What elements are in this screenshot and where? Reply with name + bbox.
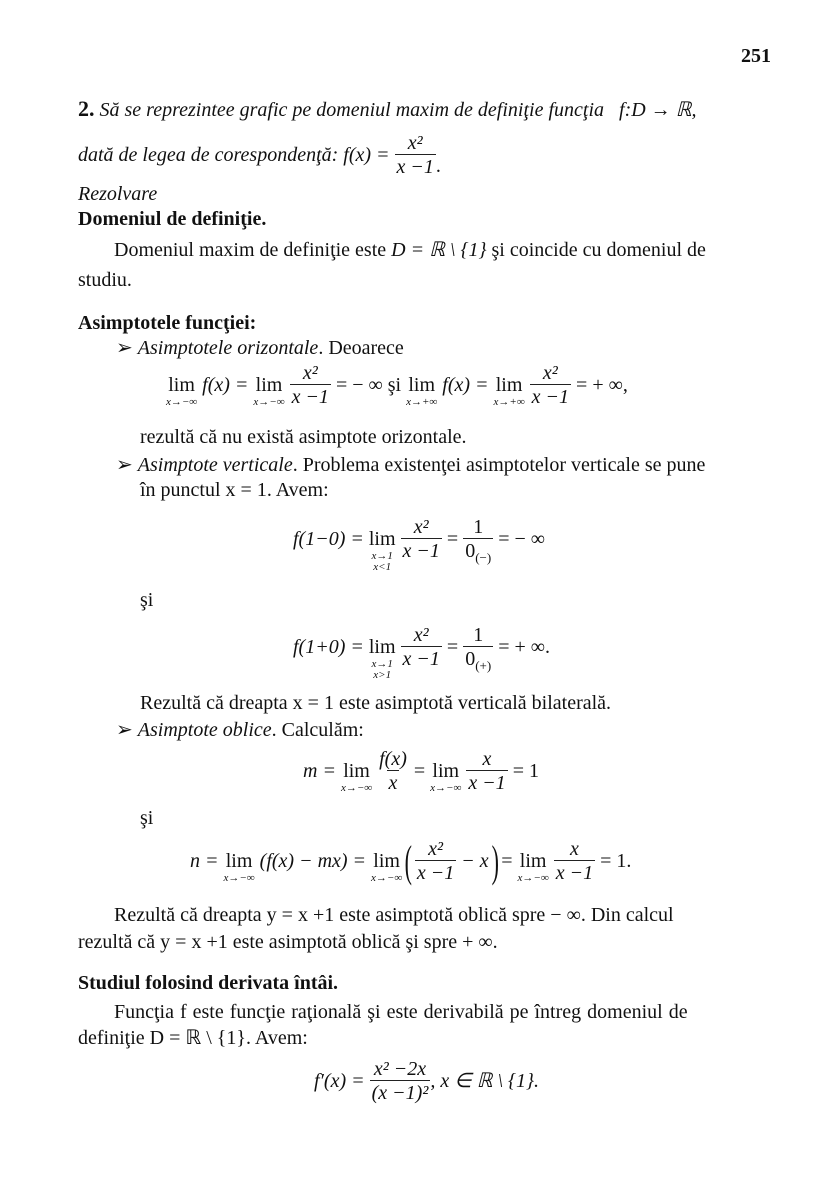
limit: [166, 363, 197, 408]
limit: [369, 614, 396, 681]
denominator: x −1: [555, 862, 594, 884]
limit-sub: x→−∞: [340, 782, 373, 794]
result: = + ∞,: [576, 374, 628, 396]
sign: (−): [475, 550, 492, 565]
problem-statement-line1: [78, 97, 697, 122]
fraction: [415, 838, 456, 885]
denominator: x −1: [402, 540, 440, 562]
lim: lim: [495, 374, 523, 396]
limit: [224, 839, 255, 884]
numerator: x² −2x: [373, 1058, 427, 1080]
subheading: Asimptote verticale: [137, 454, 293, 476]
lhs: f′(x) =: [314, 1070, 365, 1092]
fraction: [401, 516, 442, 563]
numerator: 1: [473, 624, 484, 646]
derivative-heading: Studiul folosind derivata întâi.: [78, 972, 339, 994]
term: − x: [461, 850, 489, 872]
sign: (+): [475, 658, 492, 673]
fx: f(x) =: [442, 374, 489, 396]
result: = − ∞: [335, 374, 383, 396]
left-limit-equation: [293, 506, 545, 573]
limit-sub: x→1: [371, 550, 393, 562]
arrow-bullet-icon: ➢: [116, 454, 133, 476]
vertical-line2: în punctul x = 1. Avem:: [140, 479, 329, 501]
fraction: [370, 1058, 431, 1105]
equals: =: [446, 528, 459, 550]
limit: [518, 839, 549, 884]
fraction: [463, 516, 493, 563]
function-lhs: f(x) =: [343, 144, 390, 166]
fraction: [377, 748, 409, 795]
fraction: [290, 362, 331, 409]
lim: lim: [168, 374, 195, 396]
intercept-equation: [190, 838, 631, 885]
denominator: x −1: [396, 156, 434, 178]
and: şi: [387, 374, 402, 396]
horizontal-asymptotes-bullet: [116, 336, 404, 360]
domain-paragraph-end: studiu.: [78, 269, 132, 291]
vertical-conclusion: Rezultă că dreapta x = 1 este asimptotă verticală bilaterală.: [140, 692, 612, 714]
and-label: şi: [140, 589, 154, 611]
limit: [430, 749, 461, 794]
lhs: f(1−0) =: [293, 528, 364, 550]
domain: , x ∈ ℝ \ {1}.: [430, 1070, 540, 1092]
lhs: m =: [303, 760, 336, 782]
horizontal-limits-equation: [166, 362, 628, 409]
derivative-equation: [314, 1058, 539, 1105]
lim: lim: [373, 850, 400, 872]
derivative-paragraph-1: Funcţia f este funcţie raţională şi este derivabilă pe întreg domeniul de: [114, 1001, 688, 1023]
fx: f(x) =: [202, 374, 249, 396]
numerator: x: [482, 748, 492, 770]
rezolvare-label: Rezolvare: [78, 183, 158, 205]
lim: lim: [255, 374, 283, 396]
denominator: x: [388, 772, 398, 794]
derivative-paragraph-2: definiţie D = ℝ \ {1}. Avem:: [78, 1027, 308, 1049]
lhs: n =: [190, 850, 219, 872]
equals: =: [413, 760, 426, 782]
text: şi coincide cu domeniul de: [491, 239, 706, 261]
limit: [371, 839, 402, 884]
limit: [369, 506, 396, 573]
fraction: [401, 624, 442, 671]
lim: lim: [368, 636, 396, 658]
domain-set: D = ℝ \ {1}: [391, 239, 487, 261]
and-label: şi: [140, 807, 154, 829]
numerator: x²: [413, 516, 429, 538]
problem-number: 2.: [78, 96, 95, 121]
domain-paragraph: [114, 238, 706, 262]
oblique-conclusion-1: Rezultă că dreapta y = x +1 este asimptotă oblică spre − ∞. Din calcul: [114, 904, 674, 926]
lim: lim: [225, 850, 253, 872]
right-limit-equation: [293, 614, 550, 681]
text: . Problema existenţei asimptotelor verticale se pune: [292, 454, 706, 476]
numerator: 1: [473, 516, 484, 538]
fraction: [554, 838, 595, 885]
text: . Deoarece: [318, 337, 404, 359]
zero: 0: [465, 540, 476, 562]
equals: =: [501, 850, 513, 872]
limit-sub: x>1: [373, 669, 392, 681]
limit-sub: x→−∞: [517, 872, 549, 884]
denominator: x −1: [402, 648, 440, 670]
limit-sub: x→+∞: [493, 396, 525, 408]
limit-sub: x→−∞: [223, 872, 255, 884]
result: = + ∞.: [498, 636, 551, 658]
lim: lim: [408, 374, 436, 396]
numerator: x²: [428, 838, 443, 860]
equals: =: [446, 636, 459, 658]
arrow-bullet-icon: ➢: [116, 719, 133, 741]
denominator: x −1: [416, 862, 455, 884]
subheading: Asimptotele orizontale: [137, 337, 319, 359]
page-number: 251: [741, 45, 771, 67]
oblique-asymptotes-bullet: [116, 718, 364, 742]
result: = − ∞: [498, 528, 546, 550]
oblique-conclusion-2: rezultă că y = x +1 este asimptotă oblică şi spre + ∞.: [78, 931, 498, 953]
text: . Calculăm:: [271, 719, 364, 741]
denominator: (x −1)²: [371, 1082, 429, 1104]
result: = 1.: [600, 850, 632, 872]
numerator: x²: [542, 362, 558, 384]
denominator: x −1: [468, 772, 506, 794]
limit-sub: x→−∞: [430, 782, 462, 794]
subheading: Asimptote oblice: [137, 719, 272, 741]
limit: [341, 749, 372, 794]
lhs: f(1+0) =: [293, 636, 364, 658]
numerator: f(x): [379, 748, 407, 770]
horizontal-conclusion: rezultă că nu există asimptote orizontale.: [140, 426, 467, 448]
limit-sub: x<1: [373, 561, 392, 573]
function-signature: f:D → ℝ,: [619, 99, 697, 121]
problem-text: dată de legea de corespondenţă:: [78, 144, 339, 166]
limit-sub: x→−∞: [253, 396, 285, 408]
fraction: [463, 624, 493, 671]
limit-sub: x→+∞: [406, 396, 438, 408]
limit-sub: x→1: [371, 658, 393, 670]
lim: lim: [343, 760, 370, 782]
zero: 0: [465, 648, 476, 670]
domain-heading: Domeniul de definiţie.: [78, 208, 267, 230]
problem-text: Să se reprezintee grafic pe domeniul maxim de definiţie funcţia: [99, 99, 605, 121]
function-fraction: [395, 132, 436, 179]
expression: (f(x) − mx) =: [259, 850, 367, 872]
text: Domeniul maxim de definiţie este: [114, 239, 387, 261]
right-paren: ): [491, 837, 499, 886]
slope-equation: [303, 748, 539, 795]
result: = 1: [512, 760, 539, 782]
limit-sub: x→−∞: [371, 872, 403, 884]
numerator: x²: [413, 624, 429, 646]
limit: [494, 363, 525, 408]
denominator: x −1: [531, 386, 570, 408]
limit: [406, 363, 437, 408]
denominator: x −1: [291, 386, 329, 408]
asymptotes-heading: Asimptotele funcţiei:: [78, 312, 257, 334]
limit-sub: x→−∞: [166, 396, 198, 408]
arrow-bullet-icon: ➢: [116, 337, 133, 359]
numerator: x: [569, 838, 579, 860]
left-paren: (: [404, 837, 413, 886]
numerator: x²: [302, 362, 318, 384]
numerator: x²: [407, 132, 423, 154]
fraction: [466, 748, 507, 795]
limit: [253, 363, 284, 408]
fraction: [530, 362, 571, 409]
lim: lim: [519, 850, 547, 872]
lim: lim: [432, 760, 460, 782]
period: .: [435, 155, 441, 177]
lim: lim: [368, 528, 396, 550]
problem-statement-line2: [78, 132, 441, 179]
vertical-asymptotes-bullet: [116, 453, 705, 477]
